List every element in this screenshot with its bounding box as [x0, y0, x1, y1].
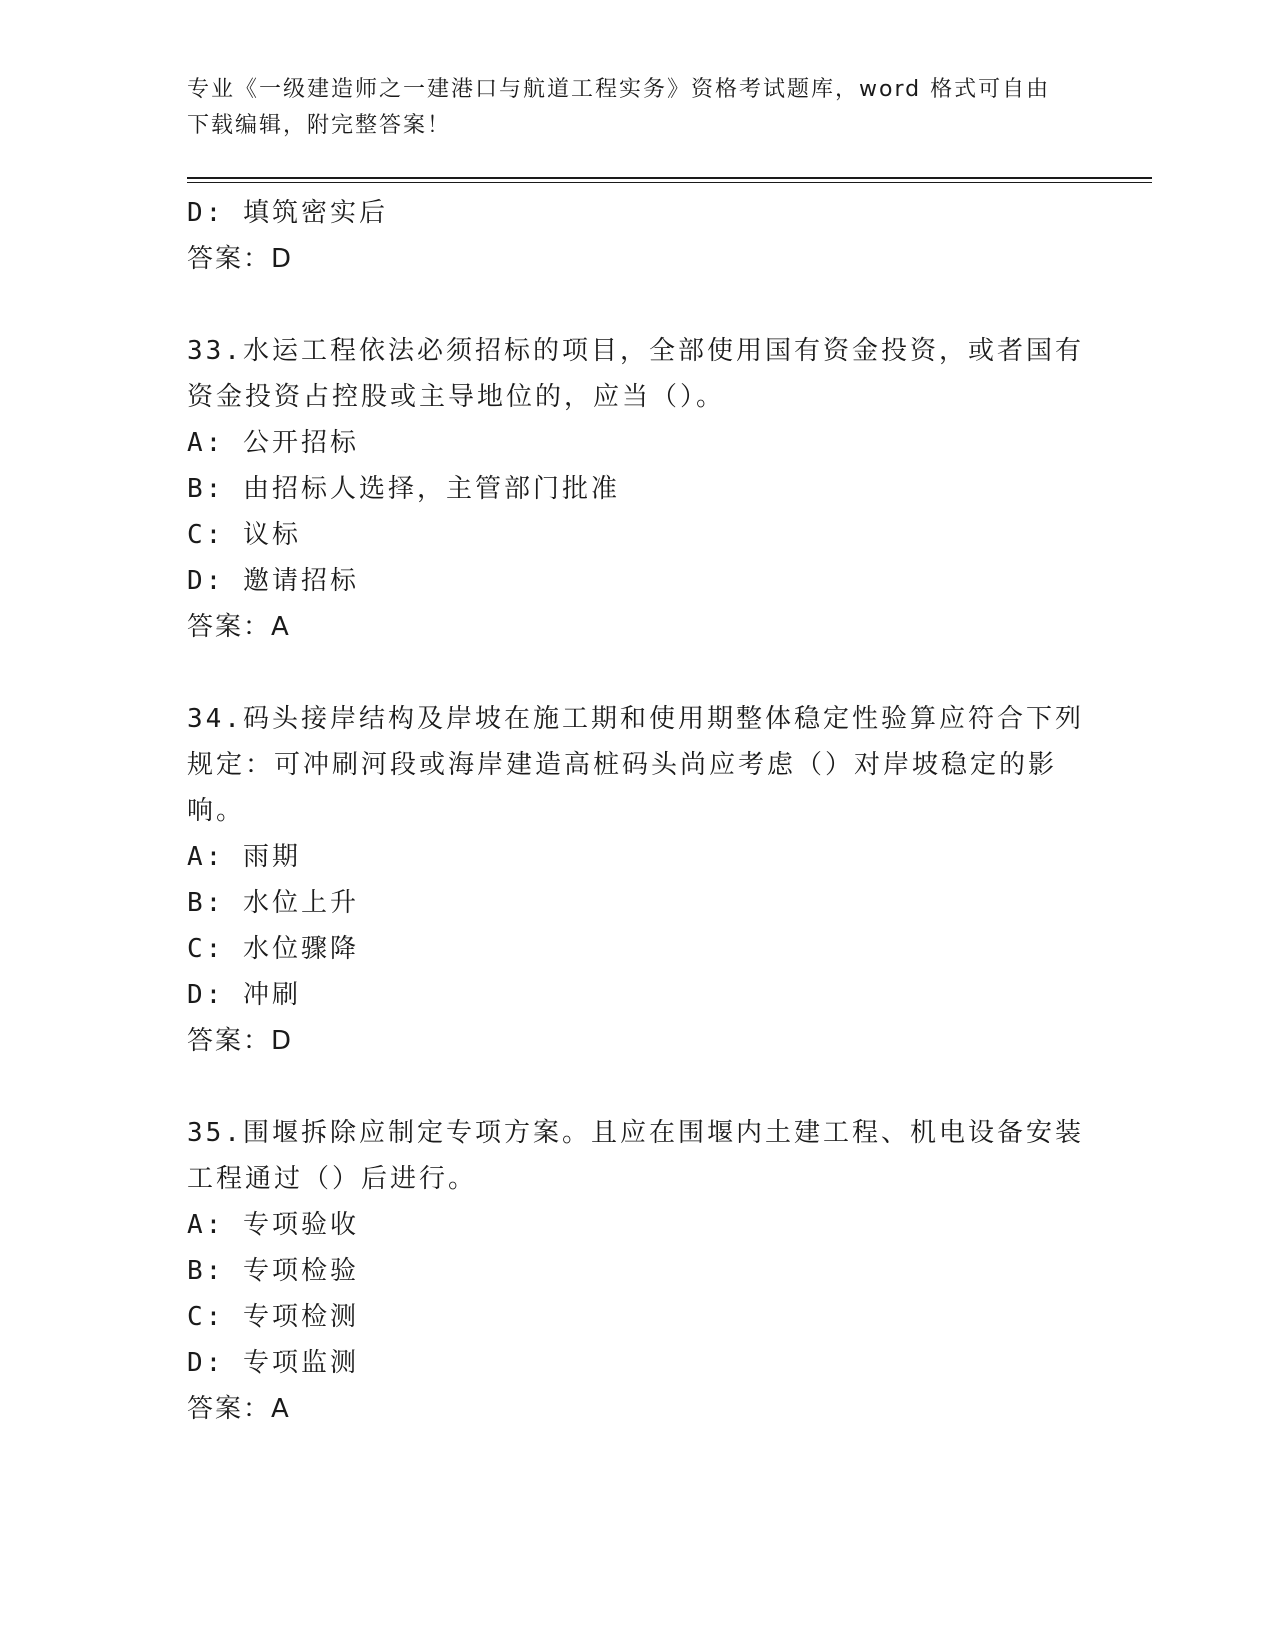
option-c: C: 专项检测: [187, 1302, 359, 1332]
header-line-1: 专业《一级建造师之一建港口与航道工程实务》资格考试题库，word 格式可自由: [187, 77, 1051, 102]
question-text-line: 34.码头接岸结构及岸坡在施工期和使用期整体稳定性验算应符合下列: [187, 704, 1084, 734]
option-a: A: 专项验收: [187, 1210, 359, 1240]
question-35: [187, 1110, 1087, 1432]
question-text-line: 资金投资占控股或主导地位的，应当（）。: [187, 382, 726, 412]
answer: 答案：D: [187, 1026, 294, 1056]
spacer: [187, 282, 1087, 328]
header-divider-thin: [187, 182, 1152, 183]
option-d: D: 专项监测: [187, 1348, 359, 1378]
option-a: A: 公开招标: [187, 428, 359, 458]
option-b: B: 水位上升: [187, 888, 359, 918]
question-34: [187, 696, 1087, 1064]
question-text-line: 35.围堰拆除应制定专项方案。且应在围堰内土建工程、机电设备安装: [187, 1118, 1084, 1148]
header-divider-thick: [187, 177, 1152, 179]
question-content: [187, 190, 1087, 1432]
prev-option-d: D: 填筑密实后: [187, 198, 388, 228]
document-header: [187, 72, 1087, 144]
option-a: A: 雨期: [187, 842, 301, 872]
answer: 答案：A: [187, 612, 291, 642]
answer: 答案：A: [187, 1394, 291, 1424]
option-c: C: 议标: [187, 520, 301, 550]
prev-answer: 答案：D: [187, 244, 294, 274]
option-c: C: 水位骤降: [187, 934, 359, 964]
question-text-line: 响。: [187, 796, 246, 826]
header-line-2: 下载编辑，附完整答案！: [187, 113, 452, 138]
option-b: B: 专项检验: [187, 1256, 359, 1286]
question-33: [187, 328, 1087, 650]
option-d: D: 邀请招标: [187, 566, 359, 596]
option-d: D: 冲刷: [187, 980, 301, 1010]
question-text-line: 规定：可冲刷河段或海岸建造高桩码头尚应考虑（）对岸坡稳定的影: [187, 750, 1058, 780]
spacer: [187, 650, 1087, 696]
question-text-line: 33.水运工程依法必须招标的项目，全部使用国有资金投资，或者国有: [187, 336, 1084, 366]
question-text-line: 工程通过（）后进行。: [187, 1164, 478, 1194]
option-b: B: 由招标人选择，主管部门批准: [187, 474, 620, 504]
spacer: [187, 1064, 1087, 1110]
